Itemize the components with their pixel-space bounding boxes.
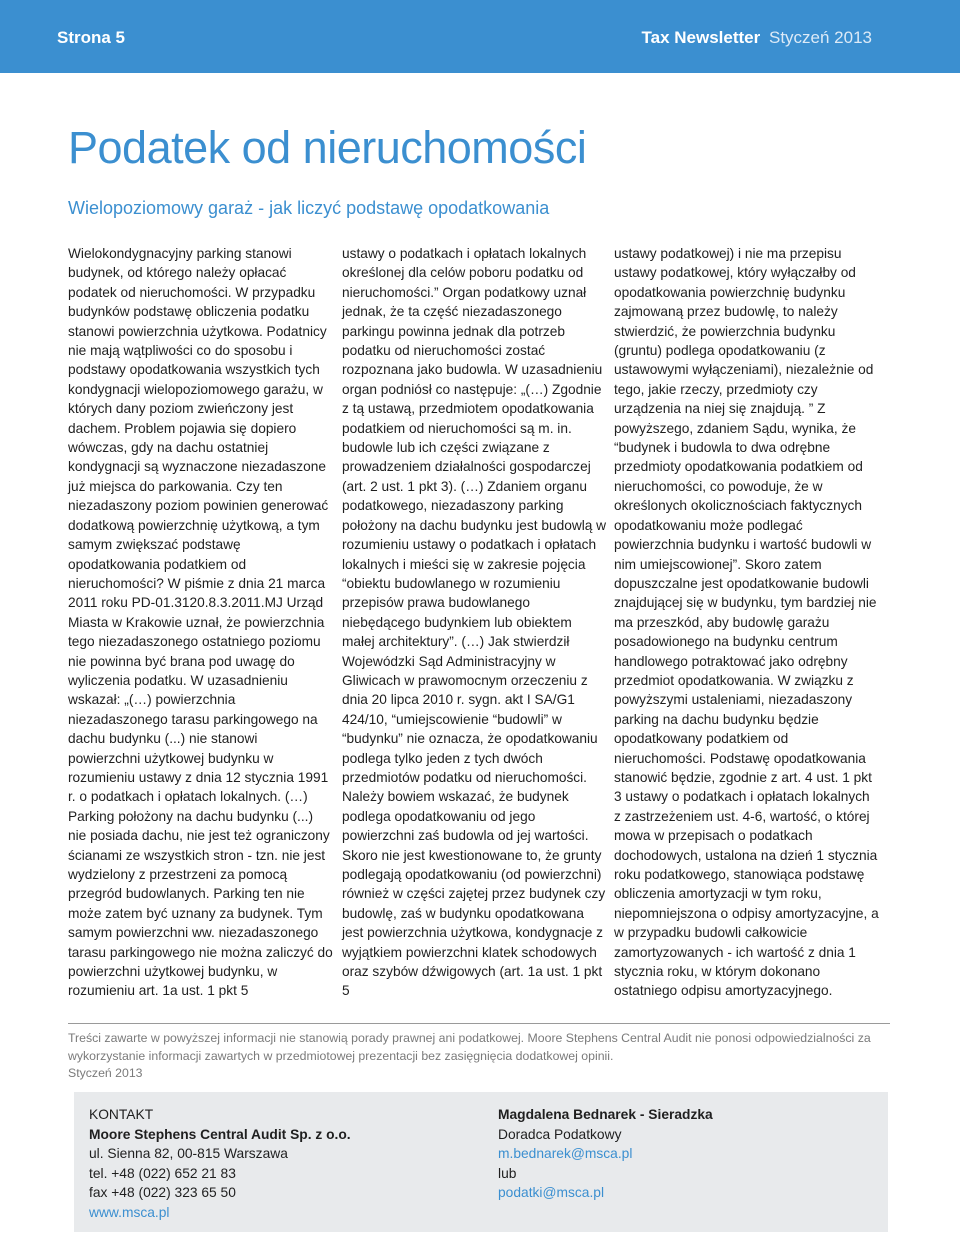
article-column-3 — [614, 244, 879, 1001]
company-name: Moore Stephens Central Audit Sp. z o.o. — [89, 1126, 351, 1142]
article-column-2 — [342, 244, 607, 1001]
disclaimer-date: Styczeń 2013 — [68, 1066, 143, 1080]
website-link[interactable]: www.msca.pl — [89, 1204, 170, 1220]
issue-date: Styczeń 2013 — [768, 28, 872, 47]
person-contact — [498, 1105, 713, 1203]
email-link-2[interactable]: podatki@msca.pl — [498, 1185, 605, 1200]
newsletter-masthead — [642, 28, 872, 48]
column-text: ustawy o podatkach i opłatach lokalnych określonej dla celów poboru podatku od nieruchomości.” Organ podatkowy uznał jednak, że ta część niezadaszonego parkingu powinna jednak dla potrzeb podatku od nieruchomości zostać rozpoznana jako budowla. W uzasadnieniu organ podniósł co następuje: „(…) Zgodnie z tą ustawą, przedmiotem opodatkowania podatkiem od nieruchomości są m. in. budowle lub ich części związane z prowadzeniem działalności gospodarczej (art. 2 ust. 1 pkt 3). (…) Zdaniem organu podatkowego, niezadaszony parking położony na dachu budynku jest budowlą w rozumieniu ustawy o podatkach i opłatach lokalnych i mieści się w zakresie pojęcia “obiektu budowlanego w rozumieniu przepisów prawa budowlanego niebędącego budynkiem lub obiektem małej architektury”. (…) Jak stwierdził Wojewódzki Sąd Administracyjny w Gliwicach w prawomocnym orzeczeniu z dnia 20 lipca 2010 r. sygn. akt I SA/G1 424/10, “umiejscowienie “budowli” w “budynku” nie oznacza, że opodatkowaniu podlega tylko jeden z tych dwóch przedmiotów podatku od nieruchomości. Należy bowiem wskazać, że budynek podlega opodatkowaniu od jego powierzchni zaś budowla od jej wartości. Skoro nie jest kwestionowane to, że grunty podlegają opodatkowaniu (od powierzchni) również w części zajętej przez budynek czy budowlę, zaś w budynku opodatkowana jest powierzchnia użytkowa, kondygnacje z wyjątkiem powierzchni klatek schodowych oraz szybów dźwigowych (art. 1a ust. 1 pkt 5 — [342, 246, 607, 999]
newsletter-title: Tax Newsletter — [641, 28, 761, 47]
company-address: ul. Sienna 82, 00-815 Warszawa — [89, 1146, 288, 1161]
page-number: Strona 5 — [57, 28, 126, 47]
disclaimer — [68, 1030, 890, 1083]
column-text: ustawy podatkowej) i nie ma przepisu ustawy podatkowej, który wyłączałby od opodatkowania powierzchnię budynku zajmowaną przez budowlę, to należy stwierdzić, że powierzchnia budynku (gruntu) podlega opodatkowaniu (z ustawowymi wyłączeniami), niezależnie od tego, jakie rzeczy, przedmioty czy urządzenia na niej się znajdują. ” Z powyższego, zdaniem Sądu, wynika, że “budynek i budowla to dwa odrębne przedmioty opodatkowania podatkiem od nieruchomości, co powoduje, że w określonych okolicznościach faktycznych opodatkowaniu może podlegać powierzchnia budynku i wartość budowli w nim umiejscowionej”. Skoro zatem dopuszczalne jest opodatkowanie budowli znajdującej się w budynku, tym bardziej nie ma przeszkód, aby budowlę garażu posadowionego na budynku centrum handlowego potraktować jako odrębny przedmiot opodatkowania. W związku z powyższymi ustaleniami, niezadaszony parking na dachu budynku będzie opodatkowany podatkiem od nieruchomości. Podstawę opodatkowania stanowić będzie, zgodnie z art. 4 ust. 1 pkt 3 ustawy o podatkach i opłatach lokalnych z zastrzeżeniem ust. 4-6, wartość, o której mowa w przepisach o podatkach dochodowych, ustalona na dzień 1 stycznia roku podatkowego, stanowiąca podstawę obliczenia amortyzacji w tym roku, niepomniejszona o odpisy amortyzacyjne, a w przypadku budowli całkowicie zamortyzowanych - ich wartość z dnia 1 stycznia roku, w którym dokonano ostatniego odpisu amortyzacyjnego. — [614, 246, 879, 999]
person-name: Magdalena Bednarek - Sieradzka — [498, 1107, 713, 1122]
column-text: Wielokondygnacyjny parking stanowi budynek, od którego należy opłacać podatek od nieruchomości. W przypadku budynków podstawę obliczenia podatku stanowi powierzchnia użytkowa. Podatnicy nie mają wątpliwości co do sposobu i podstawy opodatkowania wszystkich tych kondygnacji wielopoziomowego garażu, w których dany poziom zwieńczony jest dachem. Problem pojawia się dopiero wówczas, gdy na dachu ostatniej kondygnacji są wyznaczone niezadaszone już miejsca do parkowania. Czy ten niezadaszony poziom powinien generować dodatkową powierzchnię użytkową, a tym samym zwiększać podstawę opodatkowania podatkiem od nieruchomości? W piśmie z dnia 21 marca 2011 roku PD-01.3120.8.3.2011.MJ Urząd Miasta w Krakowie uznał, że powierzchnia tego niezadaszonego ostatniego poziomu nie powinna być brana pod uwagę do wyliczenia podatku. W uzasadnieniu wskazał: „(…) powierzchnia niezadaszonego tarasu parkingowego na dachu budynku (...) nie stanowi powierzchni użytkowej budynku w rozumieniu ustawy z dnia 12 stycznia 1991 r. o podatkach i opłatach lokalnych. (…) Parking położony na dachu budynku (...) nie posiada dachu, nie jest też ograniczony ścianami ze wszystkich stron - tzn. nie jest wydzielony z przestrzeni za pomocą przegród budowlanych. Parking ten nie może zatem być uznany za budynek. Tym samym powierzchni ww. niezadaszonego tarasu parkingowego nie można zaliczyć do powierzchni użytkowej budynku, w rozumieniu art. 1a ust. 1 pkt 5 — [68, 246, 333, 999]
article-title: Podatek od nieruchomości — [68, 122, 587, 173]
disclaimer-text: Treści zawarte w powyższej informacji nie stanowią porady prawnej ani podatkowej. Moore Stephens Central Audit nie ponosi odpowiedzialności za wykorzystanie informacji zawartych w przedmiotowej prezentacji bez zasięgnięcia dodatkowej opinii. — [68, 1031, 871, 1063]
company-phone: tel. +48 (022) 652 21 83 — [89, 1165, 236, 1181]
divider — [68, 1023, 890, 1024]
email-link[interactable]: m.bednarek@msca.pl — [498, 1146, 633, 1161]
contact-heading: KONTAKT — [89, 1107, 154, 1122]
company-fax: fax +48 (022) 323 65 50 — [89, 1185, 236, 1200]
article-column-1 — [68, 244, 333, 1001]
contact-box — [74, 1092, 888, 1232]
page-header — [0, 0, 960, 73]
person-role: Doradca Podatkowy — [498, 1126, 622, 1142]
company-contact — [89, 1105, 351, 1222]
article-subtitle: Wielopoziomowy garaż - jak liczyć podstawę opodatkowania — [68, 198, 550, 218]
or-text: lub — [498, 1165, 517, 1181]
